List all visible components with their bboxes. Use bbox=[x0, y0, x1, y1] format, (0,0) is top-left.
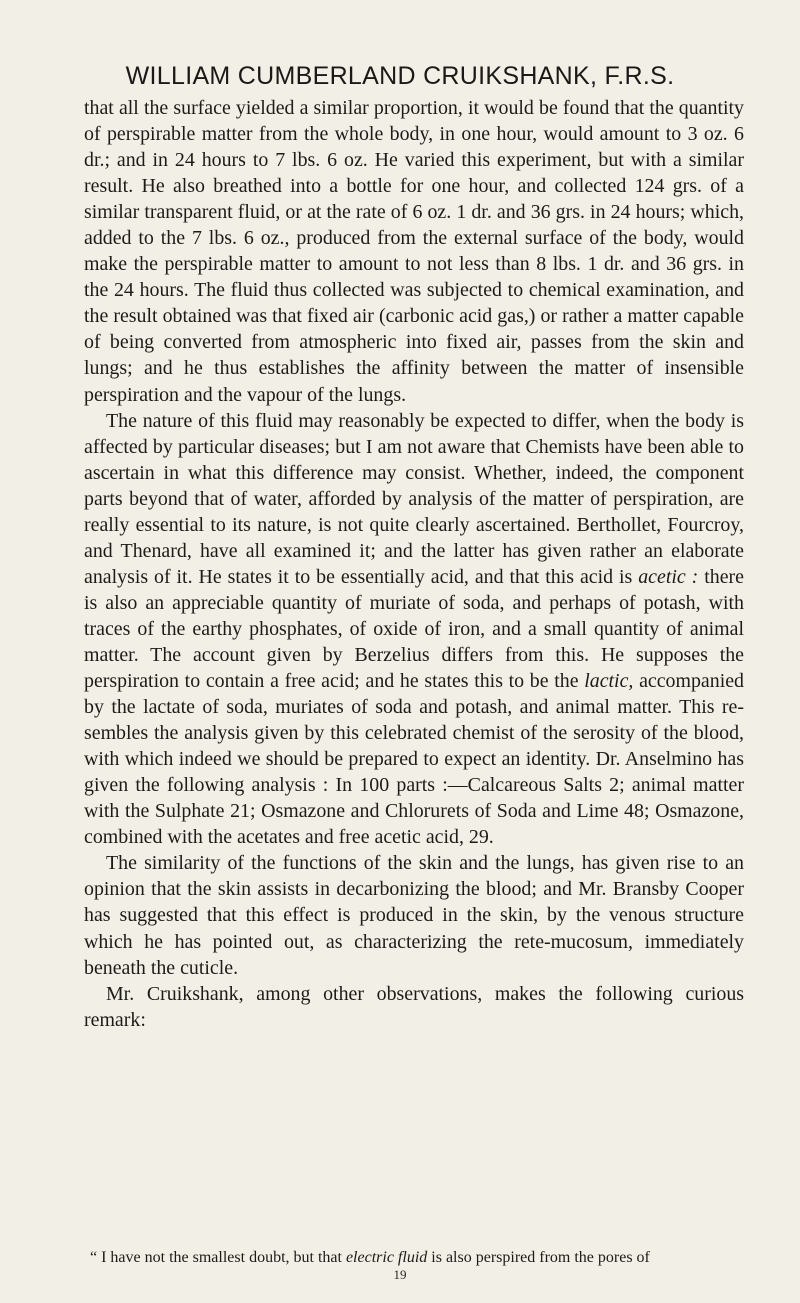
text-run: is also perspired from the pores of bbox=[427, 1249, 650, 1266]
text-run: that all the surface yielded a similar proportion, it would be found that the quantity of perspirable matter from the whole body, in one hour, would amount to 3 oz. 6 dr.; and in 24 hours to 7 lbs. 6 oz. He varied this experiment, but with a similar result. He also breathed into a bottle for one hour, and collected 124 grs. of a similar transparent fluid, or at the rate of 6 oz. 1 dr. and 36 grs. in 24 hours; which, added to the 7 lbs. 6 oz., produced from the external surface of the body, would make the perspirable matter to amount to not less than 8 lbs. 1 dr. and 36 grs. in the 24 hours. The fluid thus collected was subjected to chemical examination, and the result obtained was that fixed air (carbonic acid gas,) or rather a matter capable of being converted from atmospheric into fixed air, passes from the skin and lungs; and he thus establishes the affinity between the matter of insensible perspiration and the vapour of the lungs. bbox=[84, 97, 744, 406]
paragraph bbox=[84, 95, 744, 408]
running-head: WILLIAM CUMBERLAND CRUIKSHANK, F.R.S. bbox=[125, 62, 675, 90]
text-run: there is also an appreciable quantity of muriate of soda, and perhaps of potash, with traces of the earthy phosphates, of oxide of iron, and a small quantity of animal matter. The account given by Berzelius differs from this. He supposes the perspiration to contain a free acid; and he states this to be the bbox=[84, 565, 744, 693]
italic-term: lactic, bbox=[584, 670, 634, 693]
paragraph bbox=[84, 408, 744, 851]
italic-term: electric fluid bbox=[345, 1249, 428, 1266]
text-run: accompanied by the lactate of soda, muriates of soda and potash, and animal matter. This resembles the analysis given by this celebrated chemist of the serosity of the blood, with which indeed we should be prepared to expect an identity. Dr. Anselmino has given the following analysis : In 100 parts :—Calcareous Salts 2; animal matter with the Sulphate 21; Osmazone and Chlorurets of Soda and Lime 48; Osmazone, combined with the acetates and free acetic acid, 29. bbox=[84, 670, 744, 849]
paragraph bbox=[84, 981, 744, 1033]
italic-term: acetic : bbox=[638, 565, 699, 588]
body-text bbox=[84, 95, 744, 1033]
footnote-quote bbox=[84, 1248, 744, 1268]
text-run: The nature of this fluid may reasonably be expected to differ, when the body is affected by particular diseases; but I am not aware that Chemists have been able to ascertain in what this difference may consist. Whether, indeed, the component parts beyond that of water, afforded by analysis of the matter of perspiration, are really essential to its nature, is not quite clearly ascertained. Berthollet, Fourcroy, and Thenard, have all examined it; and the latter has given rather an elaborate analysis of it. He states it to be essentially acid, and that this acid is bbox=[84, 409, 744, 588]
text-run: “ I have not the smallest doubt, but that bbox=[90, 1249, 346, 1266]
paragraph bbox=[84, 850, 744, 980]
text-run: Mr. Cruikshank, among other observations, makes the following curious remark: bbox=[84, 982, 744, 1031]
text-run: The similarity of the functions of the skin and the lungs, has given rise to an opinion that the skin assists in decarbonizing the blood; and Mr. Bransby Cooper has suggested that this effect is produced in the skin, by the venous structure which he has pointed out, as characterizing the rete-mucosum, immediately beneath the cuticle. bbox=[84, 852, 744, 979]
footnote-line bbox=[84, 1248, 744, 1268]
page-number: 19 bbox=[393, 1267, 407, 1282]
